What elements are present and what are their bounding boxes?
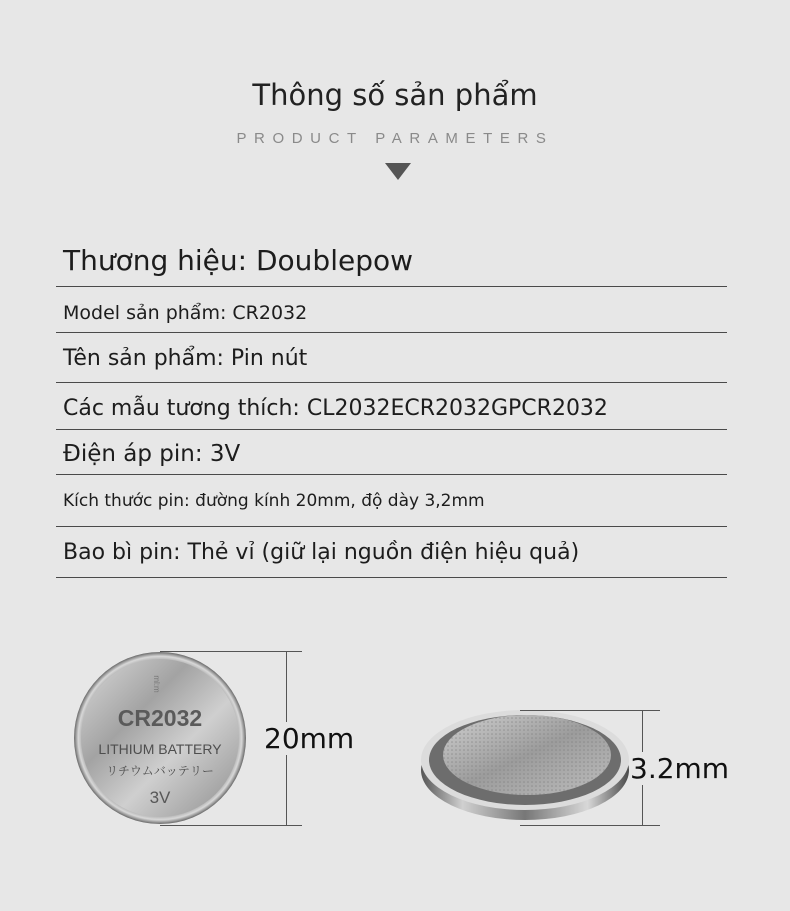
battery-model-text: CR2032 xyxy=(117,705,203,731)
page-title: Thông số sản phẩm xyxy=(252,78,538,112)
spec-model: Model sản phẩm: CR2032 xyxy=(63,302,308,324)
spec-divider xyxy=(56,577,727,578)
spec-size: Kích thước pin: đường kính 20mm, độ dày 3,2mm xyxy=(63,491,485,511)
triangle-down-icon xyxy=(385,163,411,180)
battery-voltage-text: 3V xyxy=(149,788,171,807)
spec-divider xyxy=(56,332,727,333)
spec-brand: Thương hiệu: Doublepow xyxy=(63,244,413,277)
battery-front-image xyxy=(70,648,250,828)
thickness-bottom-line xyxy=(520,825,660,826)
spec-packaging: Bao bì pin: Thẻ vỉ (giữ lại nguồn điện hiệu quả) xyxy=(63,540,580,565)
spec-divider xyxy=(56,526,727,527)
battery-line2-text: リチウムバッテリー xyxy=(106,764,214,778)
battery-side-image xyxy=(418,700,633,825)
diameter-top-line xyxy=(160,651,302,652)
spec-divider xyxy=(56,474,727,475)
diameter-label: 20mm xyxy=(264,722,355,755)
spec-compatible: Các mẫu tương thích: CL2032ECR2032GPCR2032 xyxy=(63,396,608,421)
spec-divider xyxy=(56,286,727,287)
spec-divider xyxy=(56,382,727,383)
spec-voltage: Điện áp pin: 3V xyxy=(63,441,241,467)
spec-divider xyxy=(56,429,727,430)
thickness-label: 3.2mm xyxy=(630,752,730,785)
spec-name: Tên sản phẩm: Pin nút xyxy=(63,346,308,371)
page-subtitle: PRODUCT PARAMETERS xyxy=(236,130,554,147)
battery-small-text: ml:m xyxy=(152,675,161,693)
diameter-bottom-line xyxy=(160,825,302,826)
thickness-top-line xyxy=(520,710,660,711)
battery-line1-text: LITHIUM BATTERY xyxy=(98,741,222,757)
